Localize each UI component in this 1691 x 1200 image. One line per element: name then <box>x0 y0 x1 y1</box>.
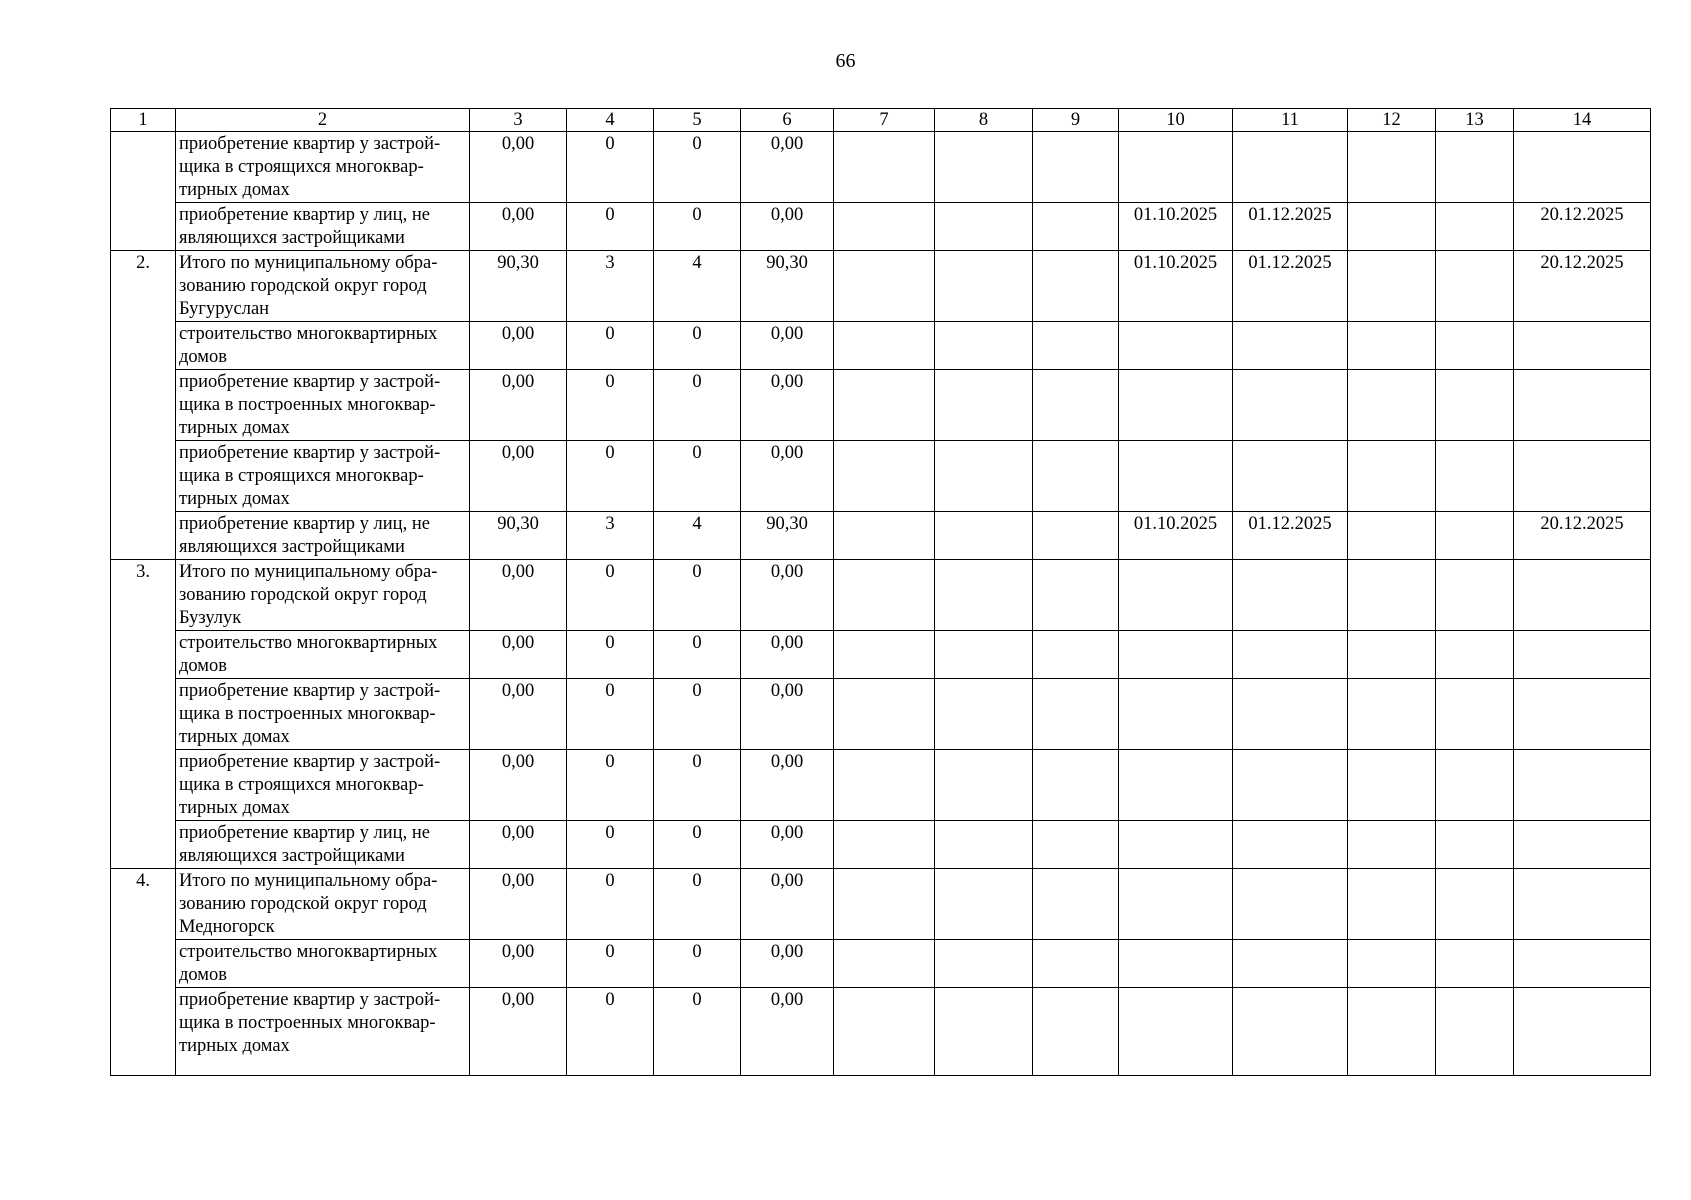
row-number-cell: 3. <box>111 560 176 631</box>
date-cell <box>1233 750 1348 821</box>
description-cell: приобретение квартир у лиц, не являющихся застройщиками <box>176 512 470 560</box>
value-cell <box>1436 679 1514 750</box>
value-cell: 0 <box>654 441 741 512</box>
column-header: 8 <box>935 109 1033 132</box>
row-number-cell <box>111 203 176 251</box>
row-number-cell <box>111 750 176 821</box>
value-cell: 0,00 <box>470 560 567 631</box>
date-cell <box>1233 821 1348 869</box>
value-cell <box>834 441 935 512</box>
value-cell: 0 <box>567 631 654 679</box>
row-number-cell <box>111 512 176 560</box>
value-cell <box>834 512 935 560</box>
row-number-cell <box>111 679 176 750</box>
value-cell: 0,00 <box>741 203 834 251</box>
value-cell <box>1348 251 1436 322</box>
value-cell: 0 <box>654 560 741 631</box>
value-cell: 0,00 <box>470 441 567 512</box>
value-cell <box>935 322 1033 370</box>
column-header: 3 <box>470 109 567 132</box>
value-cell: 0,00 <box>470 322 567 370</box>
value-cell: 3 <box>567 512 654 560</box>
value-cell: 0 <box>654 679 741 750</box>
value-cell <box>834 322 935 370</box>
table-row <box>111 132 1651 203</box>
value-cell: 0,00 <box>741 322 834 370</box>
value-cell: 0 <box>567 940 654 988</box>
value-cell <box>834 631 935 679</box>
value-cell <box>935 869 1033 940</box>
table-row <box>111 631 1651 679</box>
date-cell: 01.12.2025 <box>1233 251 1348 322</box>
value-cell: 0 <box>654 988 741 1076</box>
value-cell <box>834 370 935 441</box>
value-cell <box>935 821 1033 869</box>
table-row <box>111 988 1651 1076</box>
value-cell: 4 <box>654 251 741 322</box>
column-header: 12 <box>1348 109 1436 132</box>
row-number-cell <box>111 322 176 370</box>
value-cell <box>1348 560 1436 631</box>
description-cell: Итого по муниципальному обра-зованию городской округ город Бузулук <box>176 560 470 631</box>
value-cell <box>935 370 1033 441</box>
date-cell <box>1119 441 1233 512</box>
data-table <box>110 108 1651 1076</box>
row-number-cell <box>111 631 176 679</box>
value-cell: 0,00 <box>741 821 834 869</box>
date-cell <box>1514 370 1651 441</box>
value-cell <box>1348 132 1436 203</box>
date-cell <box>1514 132 1651 203</box>
date-cell <box>1119 750 1233 821</box>
date-cell: 01.12.2025 <box>1233 203 1348 251</box>
table-header-row <box>111 109 1651 132</box>
date-cell: 01.10.2025 <box>1119 251 1233 322</box>
value-cell: 0,00 <box>741 441 834 512</box>
value-cell <box>1033 203 1119 251</box>
row-number-cell <box>111 988 176 1076</box>
date-cell <box>1514 679 1651 750</box>
column-header: 10 <box>1119 109 1233 132</box>
value-cell: 0 <box>654 322 741 370</box>
description-cell: приобретение квартир у лиц, не являющихся застройщиками <box>176 821 470 869</box>
table-row <box>111 560 1651 631</box>
date-cell <box>1233 940 1348 988</box>
value-cell: 0,00 <box>470 679 567 750</box>
value-cell <box>1436 203 1514 251</box>
description-cell: приобретение квартир у застрой-щика в строящихся многоквар-тирных домах <box>176 750 470 821</box>
value-cell: 0 <box>567 370 654 441</box>
value-cell <box>935 441 1033 512</box>
value-cell <box>1348 940 1436 988</box>
value-cell: 4 <box>654 512 741 560</box>
date-cell <box>1233 869 1348 940</box>
date-cell: 01.12.2025 <box>1233 512 1348 560</box>
value-cell <box>1033 512 1119 560</box>
row-number-cell <box>111 370 176 441</box>
value-cell: 0,00 <box>470 132 567 203</box>
value-cell <box>1436 940 1514 988</box>
date-cell <box>1119 869 1233 940</box>
value-cell: 0 <box>567 679 654 750</box>
value-cell: 0 <box>654 821 741 869</box>
table-row <box>111 821 1651 869</box>
description-cell: Итого по муниципальному обра-зованию городской округ город Бугуруслан <box>176 251 470 322</box>
value-cell <box>834 560 935 631</box>
value-cell: 0 <box>567 869 654 940</box>
value-cell: 90,30 <box>741 512 834 560</box>
date-cell <box>1119 940 1233 988</box>
table-row <box>111 251 1651 322</box>
value-cell: 90,30 <box>470 512 567 560</box>
value-cell <box>1033 251 1119 322</box>
value-cell <box>1033 132 1119 203</box>
value-cell <box>1348 679 1436 750</box>
value-cell <box>1033 679 1119 750</box>
value-cell <box>1436 631 1514 679</box>
description-cell: Итого по муниципальному обра-зованию городской округ город Медногорск <box>176 869 470 940</box>
value-cell: 0,00 <box>470 631 567 679</box>
column-header: 1 <box>111 109 176 132</box>
table-row <box>111 869 1651 940</box>
row-number-cell: 4. <box>111 869 176 940</box>
value-cell <box>1033 560 1119 631</box>
date-cell <box>1119 821 1233 869</box>
value-cell <box>1348 370 1436 441</box>
value-cell <box>1348 441 1436 512</box>
value-cell <box>935 988 1033 1076</box>
date-cell <box>1119 679 1233 750</box>
value-cell <box>1436 251 1514 322</box>
value-cell <box>1348 821 1436 869</box>
description-cell: строительство многоквартирных домов <box>176 631 470 679</box>
date-cell <box>1514 988 1651 1076</box>
column-header: 6 <box>741 109 834 132</box>
date-cell: 01.10.2025 <box>1119 203 1233 251</box>
date-cell <box>1233 988 1348 1076</box>
date-cell <box>1233 560 1348 631</box>
value-cell: 0,00 <box>470 750 567 821</box>
value-cell: 0 <box>567 441 654 512</box>
date-cell <box>1233 370 1348 441</box>
date-cell <box>1514 631 1651 679</box>
value-cell <box>1348 203 1436 251</box>
value-cell: 0,00 <box>741 132 834 203</box>
value-cell <box>1033 322 1119 370</box>
value-cell <box>1348 322 1436 370</box>
table-row <box>111 940 1651 988</box>
value-cell <box>935 132 1033 203</box>
value-cell <box>1033 988 1119 1076</box>
value-cell: 0,00 <box>470 370 567 441</box>
value-cell <box>1033 370 1119 441</box>
value-cell <box>834 203 935 251</box>
description-cell: приобретение квартир у застрой-щика в построенных многоквар-тирных домах <box>176 988 470 1076</box>
value-cell: 0 <box>567 750 654 821</box>
value-cell <box>935 940 1033 988</box>
date-cell <box>1119 560 1233 631</box>
value-cell <box>935 679 1033 750</box>
description-cell: приобретение квартир у застрой-щика в построенных многоквар-тирных домах <box>176 679 470 750</box>
value-cell <box>1436 512 1514 560</box>
date-cell <box>1119 370 1233 441</box>
date-cell <box>1514 322 1651 370</box>
value-cell: 3 <box>567 251 654 322</box>
date-cell <box>1119 988 1233 1076</box>
row-number-cell <box>111 132 176 203</box>
description-cell: строительство многоквартирных домов <box>176 940 470 988</box>
value-cell <box>1436 869 1514 940</box>
date-cell <box>1514 869 1651 940</box>
value-cell: 0,00 <box>741 679 834 750</box>
value-cell: 0 <box>567 560 654 631</box>
date-cell <box>1233 631 1348 679</box>
date-cell <box>1233 322 1348 370</box>
date-cell <box>1514 940 1651 988</box>
description-cell: строительство многоквартирных домов <box>176 322 470 370</box>
date-cell <box>1514 750 1651 821</box>
column-header: 2 <box>176 109 470 132</box>
date-cell: 01.10.2025 <box>1119 512 1233 560</box>
value-cell <box>1033 869 1119 940</box>
value-cell <box>834 988 935 1076</box>
table-row <box>111 750 1651 821</box>
value-cell: 0 <box>654 132 741 203</box>
value-cell: 0 <box>654 869 741 940</box>
value-cell: 0,00 <box>741 370 834 441</box>
value-cell <box>1033 940 1119 988</box>
column-header: 9 <box>1033 109 1119 132</box>
date-cell: 20.12.2025 <box>1514 203 1651 251</box>
date-cell <box>1119 322 1233 370</box>
value-cell <box>935 512 1033 560</box>
value-cell: 0 <box>654 940 741 988</box>
value-cell <box>1033 631 1119 679</box>
table-row <box>111 203 1651 251</box>
value-cell <box>1348 988 1436 1076</box>
column-header: 13 <box>1436 109 1514 132</box>
value-cell: 0 <box>567 203 654 251</box>
value-cell <box>834 251 935 322</box>
value-cell: 0,00 <box>470 988 567 1076</box>
date-cell <box>1119 631 1233 679</box>
column-header: 11 <box>1233 109 1348 132</box>
value-cell: 0,00 <box>470 821 567 869</box>
value-cell: 0 <box>654 203 741 251</box>
value-cell: 0 <box>654 370 741 441</box>
column-header: 4 <box>567 109 654 132</box>
value-cell <box>935 560 1033 631</box>
date-cell <box>1233 132 1348 203</box>
description-cell: приобретение квартир у застрой-щика в построенных многоквар-тирных домах <box>176 370 470 441</box>
value-cell: 0,00 <box>741 988 834 1076</box>
value-cell: 0,00 <box>741 750 834 821</box>
row-number-cell <box>111 821 176 869</box>
value-cell: 90,30 <box>470 251 567 322</box>
column-header: 5 <box>654 109 741 132</box>
table-row <box>111 370 1651 441</box>
value-cell <box>1436 132 1514 203</box>
table-row <box>111 441 1651 512</box>
column-header: 7 <box>834 109 935 132</box>
value-cell <box>1436 322 1514 370</box>
value-cell <box>834 940 935 988</box>
value-cell <box>935 750 1033 821</box>
value-cell: 0,00 <box>741 560 834 631</box>
description-cell: приобретение квартир у застрой-щика в строящихся многоквар-тирных домах <box>176 441 470 512</box>
description-cell: приобретение квартир у лиц, не являющихся застройщиками <box>176 203 470 251</box>
value-cell <box>1348 750 1436 821</box>
value-cell: 0,00 <box>470 940 567 988</box>
value-cell: 0 <box>654 631 741 679</box>
table-row <box>111 322 1651 370</box>
row-number-cell <box>111 940 176 988</box>
value-cell <box>834 132 935 203</box>
value-cell <box>1033 821 1119 869</box>
value-cell: 90,30 <box>741 251 834 322</box>
value-cell <box>1348 869 1436 940</box>
date-cell <box>1233 679 1348 750</box>
value-cell <box>1033 750 1119 821</box>
column-header: 14 <box>1514 109 1651 132</box>
value-cell: 0 <box>567 132 654 203</box>
value-cell <box>834 750 935 821</box>
date-cell <box>1119 132 1233 203</box>
value-cell: 0,00 <box>741 869 834 940</box>
value-cell: 0,00 <box>470 869 567 940</box>
value-cell: 0,00 <box>741 631 834 679</box>
table-row <box>111 512 1651 560</box>
value-cell <box>1436 821 1514 869</box>
value-cell <box>1436 560 1514 631</box>
date-cell: 20.12.2025 <box>1514 512 1651 560</box>
table-body <box>111 132 1651 1076</box>
value-cell <box>834 821 935 869</box>
value-cell: 0 <box>567 821 654 869</box>
value-cell <box>935 203 1033 251</box>
value-cell <box>1348 631 1436 679</box>
page-number: 66 <box>835 50 856 72</box>
value-cell: 0,00 <box>470 203 567 251</box>
value-cell <box>1436 441 1514 512</box>
value-cell: 0 <box>567 988 654 1076</box>
value-cell <box>834 869 935 940</box>
row-number-cell: 2. <box>111 251 176 322</box>
date-cell <box>1233 441 1348 512</box>
row-number-cell <box>111 441 176 512</box>
description-cell: приобретение квартир у застрой-щика в строящихся многоквар-тирных домах <box>176 132 470 203</box>
value-cell <box>1436 370 1514 441</box>
value-cell: 0 <box>567 322 654 370</box>
value-cell: 0 <box>654 750 741 821</box>
date-cell <box>1514 821 1651 869</box>
value-cell <box>935 631 1033 679</box>
date-cell <box>1514 560 1651 631</box>
value-cell <box>1436 988 1514 1076</box>
date-cell <box>1514 441 1651 512</box>
value-cell <box>1033 441 1119 512</box>
value-cell <box>1348 512 1436 560</box>
value-cell <box>935 251 1033 322</box>
value-cell: 0,00 <box>741 940 834 988</box>
date-cell: 20.12.2025 <box>1514 251 1651 322</box>
table-row <box>111 679 1651 750</box>
value-cell <box>834 679 935 750</box>
value-cell <box>1436 750 1514 821</box>
